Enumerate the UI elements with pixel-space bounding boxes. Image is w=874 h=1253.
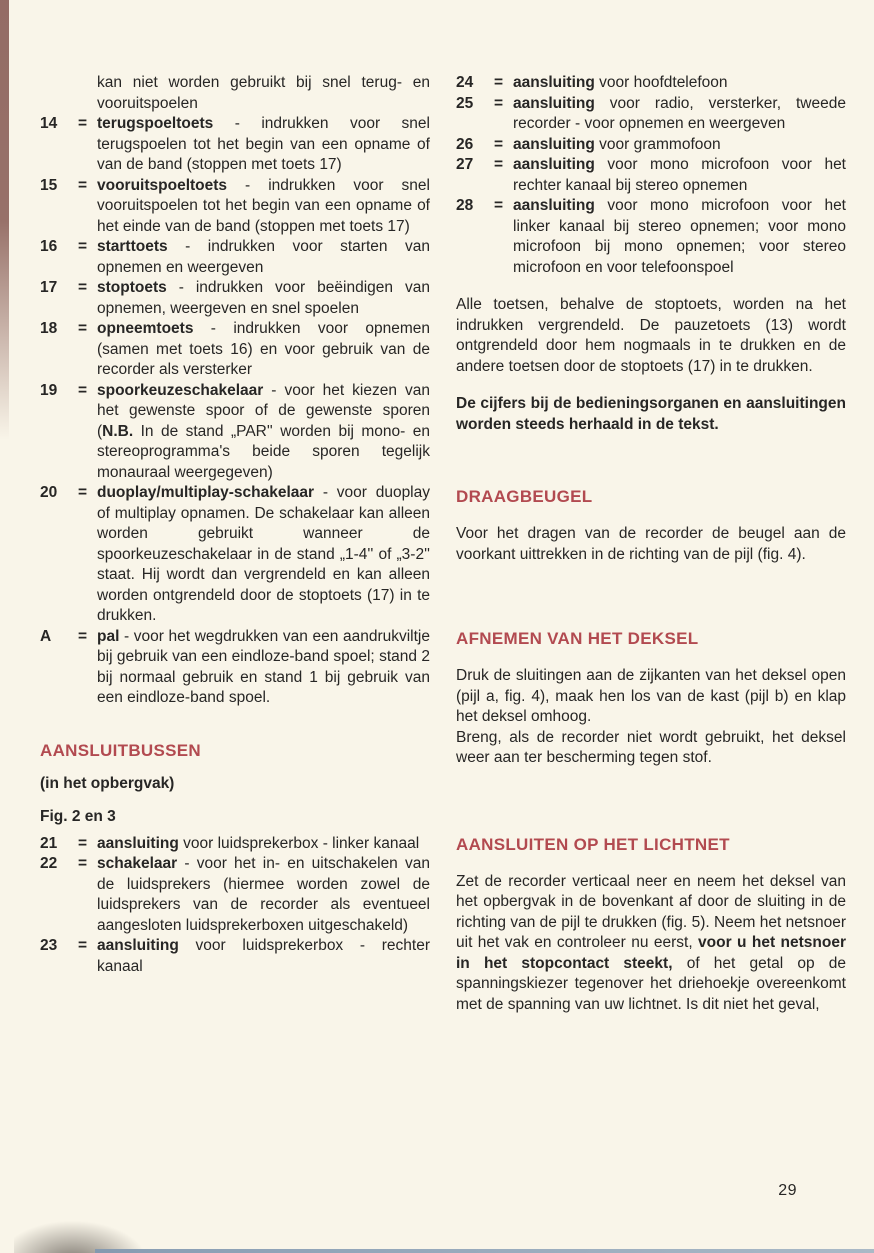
item-description: aansluiting voor mono microfoon voor het rechter kanaal bij stereo opnemen [513, 156, 846, 194]
equals-sign: = [494, 197, 504, 214]
numbers-note-paragraph: De cijfers bij de bedieningsorganen en aansluitingen worden steeds herhaald in de tekst. [456, 395, 846, 433]
section-heading-afnemen-van-het-deksel: AFNEMEN VAN HET DEKSEL [456, 629, 699, 648]
item-number: 14 [40, 115, 58, 132]
equals-sign: = [78, 238, 88, 255]
item-number: A [40, 627, 52, 645]
item-description: starttoets - indrukken voor starten van opnemen en weergeven [97, 238, 430, 276]
item-description: terugspoeltoets - indrukken voor snel terugspoelen tot het begin van een opname of van de band (stoppen met toets 17) [97, 115, 430, 173]
definition-item [40, 319, 430, 381]
page-number: 29 [778, 1182, 797, 1199]
item-number: 28 [456, 197, 474, 214]
item-description: duoplay/multiplay-schakelaar - voor duoplay of multiplay opnamen. De schakelaar kan alleen worden gebruikt wanneer de spoorkeuzeschakelaar in de stand „1-4'' of „3-2'' staat. Hij wordt dan vergrendeld en kan alleen worden ontgrendeld door de stoptoets (17) in te drukken. [97, 484, 430, 624]
definition-item [40, 114, 430, 176]
item-number: 16 [40, 238, 58, 255]
equals-sign: = [494, 94, 504, 112]
item-number: 15 [40, 176, 58, 194]
equals-sign: = [494, 135, 504, 153]
item-number: 24 [456, 74, 474, 91]
equals-sign: = [78, 627, 88, 645]
definition-item [40, 483, 430, 627]
figure-reference: Fig. 2 en 3 [40, 808, 116, 825]
item-number: 19 [40, 381, 58, 399]
definition-item [456, 196, 846, 278]
item-number: 21 [40, 834, 58, 852]
right-column-sections [456, 295, 846, 1015]
item-description: aansluiting voor radio, versterker, tweede recorder - voor opnemen en weergeven [513, 94, 846, 132]
item-number: 22 [40, 855, 58, 872]
draagbeugel-paragraph: Voor het dragen van de recorder de beugel aan de voorkant uittrekken in de richting van de pijl (fig. 4). [456, 525, 846, 563]
item-description: spoorkeuzeschakelaar - voor het kiezen van het gewenste spoor of de gewenste sporen (N.B. In de stand „PAR'' worden bij mono- en stereoprogramma's beide sporen tegelijk monauraal weergegeven) [97, 381, 430, 481]
equals-sign: = [494, 74, 504, 91]
page-curl-shadow [14, 1217, 154, 1253]
locking-info-paragraph: Alle toetsen, behalve de stoptoets, worden na het indrukken vergrendeld. De pauzetoets (13) wordt ontgrendeld door hem nogmaals in te drukken en de andere toetsen door de stoptoets (17) in te drukken. [456, 296, 846, 375]
section-subtitle-opbergvak: (in het opbergvak) [40, 774, 175, 792]
connections-definition-list-left [40, 834, 430, 978]
right-column [456, 73, 846, 1015]
definition-item [456, 73, 846, 94]
lichtnet-paragraph: Zet de recorder verticaal neer en neem het deksel van het opbergvak in de bovenkant af door de sluiting in de richting van de pijl te drukken (fig. 5). Neem het netsnoer uit het vak en controleer nu eerst, voor u het netsnoer in het stopcontact steekt, of het getal op de spanningskiezer tegenover het driehoekje overeenkomt met de spanning van uw lichtnet. Is dit niet het geval, [456, 872, 847, 1013]
definition-item [40, 176, 430, 238]
equals-sign: = [494, 156, 504, 173]
item-description: aansluiting voor hoofdtelefoon [513, 74, 728, 91]
scan-left-edge-artifact [0, 0, 9, 440]
item-number: 18 [40, 320, 58, 337]
item-number: 20 [40, 484, 58, 501]
equals-sign: = [78, 855, 88, 872]
deksel-open-paragraph: Druk de sluitingen aan de zijkanten van het deksel open (pijl a, fig. 4), maak hen los van de kast (pijl b) en klap het deksel omhoog. [456, 667, 846, 725]
equals-sign: = [78, 176, 88, 194]
equals-sign: = [78, 484, 88, 501]
definition-item [40, 834, 430, 855]
item-description: aansluiting voor luidsprekerbox - linker kanaal [97, 834, 420, 852]
equals-sign: = [78, 320, 88, 337]
definition-item [456, 135, 846, 156]
section-heading-aansluiten-op-het-lichtnet: AANSLUITEN OP HET LICHTNET [456, 834, 730, 854]
section-heading-aansluitbussen: AANSLUITBUSSEN [40, 740, 201, 760]
item-number: 25 [456, 94, 474, 112]
item-description: stoptoets - indrukken voor beëindigen van opnemen, weergeven en snel spoelen [97, 279, 430, 317]
item-description: pal - voor het wegdrukken van een aandrukviltje bij gebruik van een eindloze-band spoel; stand 2 bij normaal gebruik en stand 1 bij gebruik van een eindloze-band spoel. [97, 627, 430, 706]
deksel-terug-paragraph: Breng, als de recorder niet wordt gebruikt, het deksel weer aan ter bescherming tegen stof. [456, 728, 846, 766]
definition-item [40, 854, 430, 936]
item-description: aansluiting voor mono microfoon voor het linker kanaal bij stereo opnemen; voor mono microfoon bij mono opnemen; voor stereo microfoon en voor telefoonspoel [513, 197, 846, 276]
definition-item [40, 381, 430, 484]
item-number: 26 [456, 135, 474, 153]
item-description: vooruitspoeltoets - indrukken voor snel vooruitspoelen tot het begin van een opname of het einde van de band (stoppen met toets 17) [97, 176, 430, 235]
left-column [40, 73, 430, 1015]
item-description: aansluiting voor luidsprekerbox - rechter kanaal [97, 937, 430, 975]
item-description: aansluiting voor grammofoon [513, 135, 721, 153]
equals-sign: = [78, 279, 88, 296]
item-description: opneemtoets - indrukken voor opnemen (samen met toets 16) en voor gebruik van de recorder als versterker [97, 320, 430, 378]
equals-sign: = [78, 834, 88, 852]
connections-definition-list-right [456, 73, 846, 278]
controls-definition-list [40, 114, 430, 709]
item-description: schakelaar - voor het in- en uitschakelen van de luidsprekers (hiermee worden zowel de luidsprekers van de recorder als eventueel aangesloten luidsprekerboxen uitgeschakeld) [97, 855, 430, 934]
definition-item [456, 155, 846, 196]
list-continuation-text: kan niet worden gebruikt bij snel terug- en vooruitspoelen [97, 74, 430, 112]
definition-item [40, 278, 430, 319]
equals-sign: = [78, 937, 88, 954]
definition-item [40, 627, 430, 709]
equals-sign: = [78, 115, 88, 132]
definition-item [40, 237, 430, 278]
item-number: 27 [456, 156, 474, 173]
definition-item [456, 94, 846, 135]
item-number: 23 [40, 937, 58, 954]
item-number: 17 [40, 279, 58, 296]
equals-sign: = [78, 381, 88, 399]
scan-bottom-edge-artifact [95, 1249, 874, 1253]
definition-item [40, 936, 430, 977]
section-heading-draagbeugel: DRAAGBEUGEL [456, 487, 593, 506]
